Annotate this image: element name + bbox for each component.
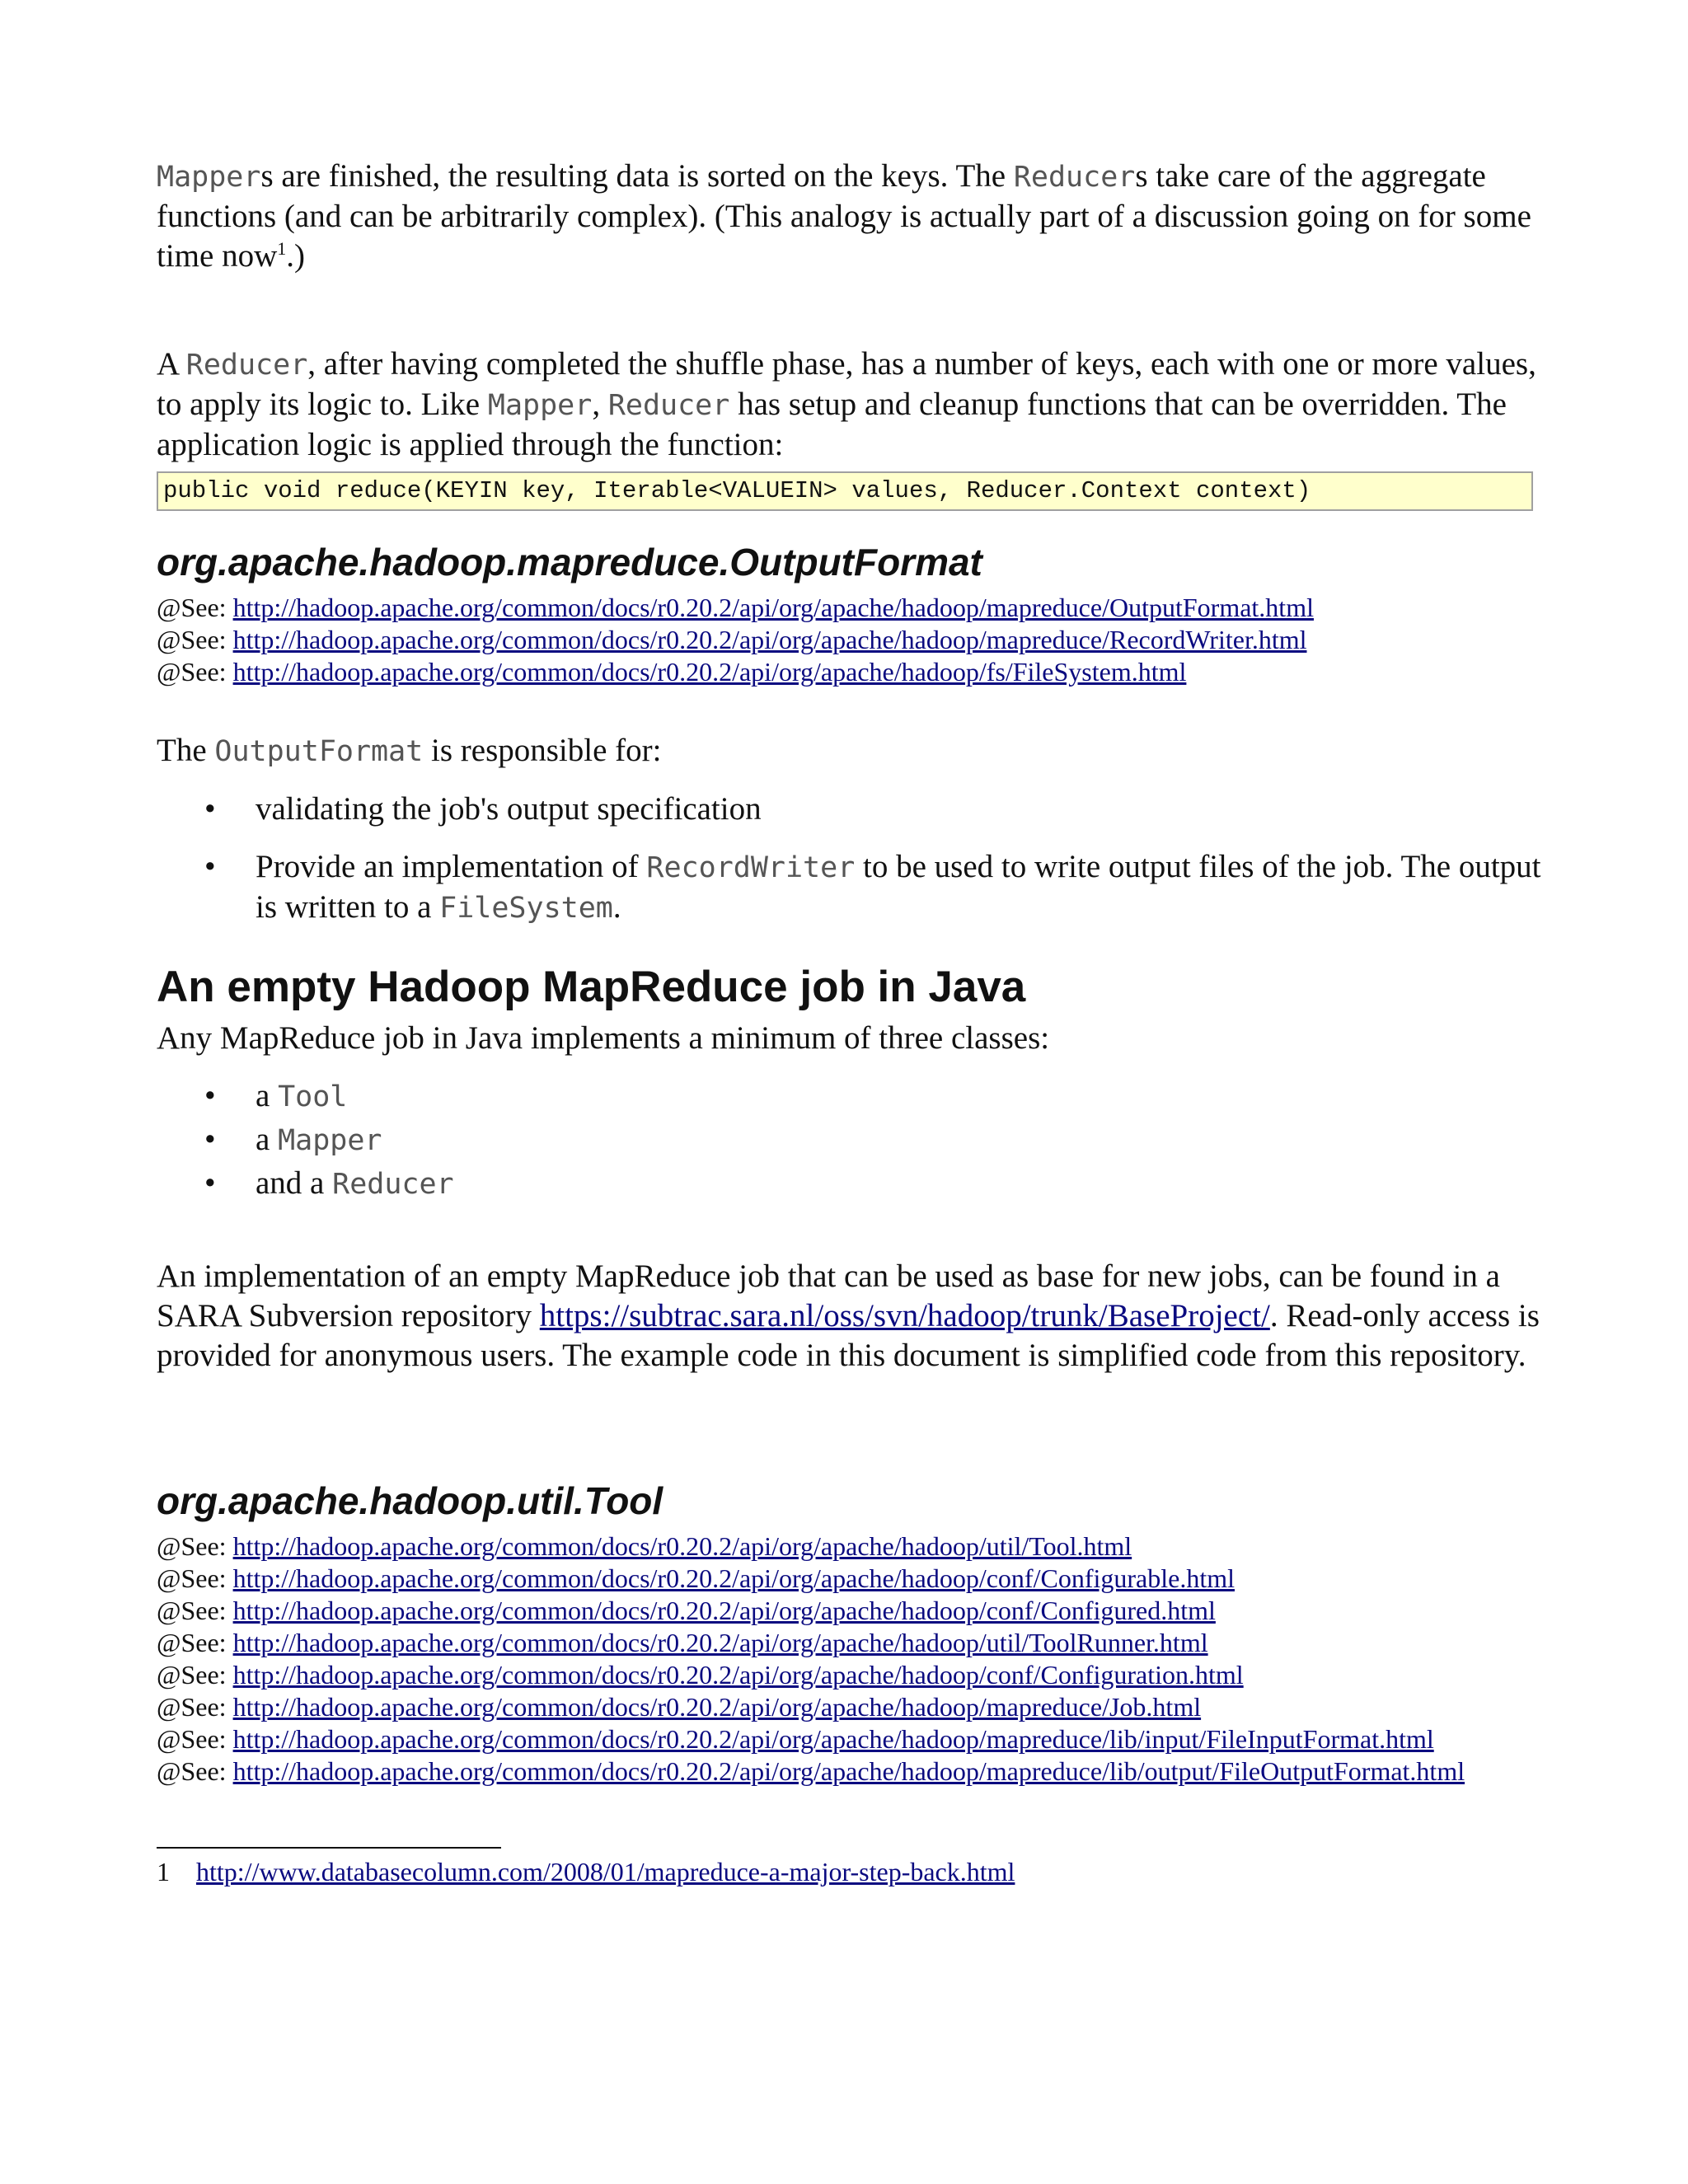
code-reducer: Reducer (1013, 161, 1136, 194)
see-line: @See: http://hadoop.apache.org/common/docs/r0.20.2/api/org/apache/hadoop/fs/FileSystem.html (157, 657, 1187, 687)
tool-see-list (157, 1530, 1541, 1788)
see-line: @See: http://hadoop.apache.org/common/docs/r0.20.2/api/org/apache/hadoop/conf/Configured.html (157, 1596, 1216, 1625)
implementation-paragraph: An implementation of an empty MapReduce job that can be used as base for new jobs, can be found in a SARA Subversion repository https://subtrac.sara.nl/oss/svn/hadoop/trunk/BaseProject/. Read-only access is provided for anonymous users. The example code in this document is simplified code from this repository. (157, 1258, 1540, 1373)
intro-paragraph: Mappers are finished, the resulting data is sorted on the keys. The Reducers take care of the aggregate functions (and can be arbitrarily complex). (This analogy is actually part of a discussion going on for some time now$^1$.) (157, 158, 1531, 274)
see-link[interactable]: http://hadoop.apache.org/common/docs/r0.20.2/api/org/apache/hadoop/mapreduce/Job.html (232, 1692, 1202, 1722)
see-line: @See: http://hadoop.apache.org/common/docs/r0.20.2/api/org/apache/hadoop/mapreduce/RecordWriter.html (157, 625, 1307, 654)
list-item: • and a Reducer (157, 1162, 1541, 1206)
code-mapper: Mapper (157, 161, 261, 194)
see-line: @See: http://hadoop.apache.org/common/docs/r0.20.2/api/org/apache/hadoop/mapreduce/Job.html (157, 1692, 1202, 1722)
code-mapper: Mapper (278, 1124, 382, 1157)
document-page (157, 148, 1541, 1888)
see-link[interactable]: http://hadoop.apache.org/common/docs/r0.20.2/api/org/apache/hadoop/conf/Configured.html (232, 1596, 1216, 1625)
bullet-icon: • (204, 849, 216, 884)
footnote (157, 1855, 1541, 1888)
footnote-ref[interactable]: 1 (277, 238, 287, 259)
list-item: • a Tool (157, 1075, 1541, 1118)
bullet-icon: • (204, 1122, 216, 1157)
outputformat-responsibility: The OutputFormat is responsible for: (157, 733, 662, 768)
see-link[interactable]: http://hadoop.apache.org/common/docs/r0.20.2/api/org/apache/hadoop/util/Tool.html (232, 1531, 1132, 1561)
bullet-icon: • (204, 791, 216, 827)
see-line: @See: http://hadoop.apache.org/common/docs/r0.20.2/api/org/apache/hadoop/mapreduce/lib/input/FileInputFormat.html (157, 1724, 1434, 1754)
empty-job-intro: Any MapReduce job in Java implements a minimum of three classes: (157, 1020, 1050, 1056)
code-mapper: Mapper (487, 389, 593, 422)
outputformat-bullets (157, 790, 1541, 928)
code-reducer: Reducer (607, 389, 730, 422)
footnote-number: 1 (157, 1857, 170, 1886)
reducer-paragraph: A Reducer, after having completed the shuffle phase, has a number of keys, each with one or more values, to apply its logic to. Like Mapper, Reducer has setup and cleanup functions that can be overridden. The application logic is applied through the function: (157, 346, 1536, 462)
classes-list (157, 1075, 1541, 1206)
see-link[interactable]: http://hadoop.apache.org/common/docs/r0.20.2/api/org/apache/hadoop/conf/Configurable.html (232, 1563, 1235, 1593)
see-line: @See: http://hadoop.apache.org/common/docs/r0.20.2/api/org/apache/hadoop/mapreduce/OutputFormat.html (157, 593, 1314, 622)
code-tool: Tool (278, 1080, 348, 1113)
see-line: @See: http://hadoop.apache.org/common/docs/r0.20.2/api/org/apache/hadoop/mapreduce/lib/output/FileOutputFormat.html (157, 1756, 1465, 1786)
see-line: @See: http://hadoop.apache.org/common/docs/r0.20.2/api/org/apache/hadoop/util/Tool.html (157, 1531, 1132, 1561)
see-link[interactable]: http://hadoop.apache.org/common/docs/r0.20.2/api/org/apache/hadoop/mapreduce/OutputFormat.html (232, 593, 1314, 622)
see-line: @See: http://hadoop.apache.org/common/docs/r0.20.2/api/org/apache/hadoop/conf/Configuration.html (157, 1660, 1244, 1690)
see-link[interactable]: http://hadoop.apache.org/common/docs/r0.20.2/api/org/apache/hadoop/mapreduce/RecordWriter.html (232, 625, 1307, 654)
empty-job-heading: An empty Hadoop MapReduce job in Java (157, 963, 1026, 1011)
code-outputformat: OutputFormat (214, 735, 424, 768)
reduce-signature-code: public void reduce(KEYIN key, Iterable<VALUEIN> values, Reducer.Context context) (157, 471, 1533, 511)
outputformat-see-list (157, 592, 1541, 688)
see-link[interactable]: http://hadoop.apache.org/common/docs/r0.20.2/api/org/apache/hadoop/mapreduce/lib/output/FileOutputFormat.html (232, 1756, 1465, 1786)
footnote-separator (157, 1847, 501, 1849)
footnote-link[interactable]: http://www.databasecolumn.com/2008/01/mapreduce-a-major-step-back.html (196, 1857, 1015, 1886)
list-item: • a Mapper (157, 1118, 1541, 1162)
code-filesystem: FileSystem (439, 892, 613, 925)
svn-repository-link[interactable]: https://subtrac.sara.nl/oss/svn/hadoop/trunk/BaseProject/ (539, 1298, 1270, 1333)
see-line: @See: http://hadoop.apache.org/common/docs/r0.20.2/api/org/apache/hadoop/conf/Configurable.html (157, 1563, 1235, 1593)
list-item: • Provide an implementation of RecordWriter to be used to write output files of the job. The output is written to a FileSystem. (204, 849, 1541, 925)
code-recordwriter: RecordWriter (646, 851, 856, 884)
code-reducer: Reducer (185, 349, 308, 382)
tool-heading: org.apache.hadoop.util.Tool (157, 1479, 663, 1522)
bullet-icon: • (204, 1165, 216, 1201)
see-link[interactable]: http://hadoop.apache.org/common/docs/r0.20.2/api/org/apache/hadoop/util/ToolRunner.html (232, 1628, 1208, 1657)
bullet-icon: • (204, 1078, 216, 1113)
list-item: • validating the job's output specification (157, 790, 1541, 829)
see-link[interactable]: http://hadoop.apache.org/common/docs/r0.20.2/api/org/apache/hadoop/fs/FileSystem.html (232, 657, 1187, 687)
see-link[interactable]: http://hadoop.apache.org/common/docs/r0.20.2/api/org/apache/hadoop/mapreduce/lib/input/FileInputFormat.html (232, 1724, 1434, 1754)
code-reducer: Reducer (332, 1168, 454, 1201)
see-link[interactable]: http://hadoop.apache.org/common/docs/r0.20.2/api/org/apache/hadoop/conf/Configuration.html (232, 1660, 1244, 1690)
see-line: @See: http://hadoop.apache.org/common/docs/r0.20.2/api/org/apache/hadoop/util/ToolRunner.html (157, 1628, 1208, 1657)
outputformat-heading: org.apache.hadoop.mapreduce.OutputFormat (157, 541, 982, 583)
